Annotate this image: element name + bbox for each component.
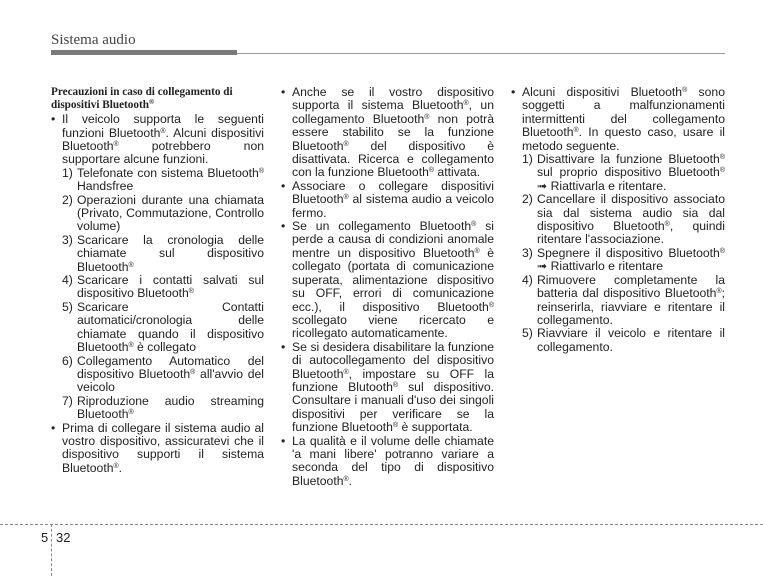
item-number: 2) bbox=[522, 192, 533, 207]
numbered-item bbox=[51, 301, 264, 355]
bullet-paragraph: • Prima di collegare il sistema audio al vostro dispositivo, assicuratevi che il dispositivo supporti il sistema Bluetooth®. bbox=[51, 422, 264, 476]
numbered-item bbox=[511, 327, 725, 354]
item-text: Spegnere il dispositivo Bluetooth® ➟ Riattivarlo e ritentare bbox=[537, 245, 725, 274]
item-text: Rimuovere completamente la batteria dal dispositivo Bluetooth®; reinserirla, riavviare e ritentare il collegamento. bbox=[537, 272, 725, 327]
item-number: 7) bbox=[62, 393, 73, 408]
item-number: 3) bbox=[62, 232, 73, 247]
bullet-paragraph: • La qualità e il volume delle chiamate 'a mani libere' potranno variare a seconda del tipo di dispositivo Bluetooth®. bbox=[281, 435, 494, 489]
header-accent-bar bbox=[51, 50, 237, 55]
column-1 bbox=[51, 86, 264, 475]
chapter-number: 5 bbox=[41, 530, 49, 545]
bullet-paragraph: • Se un collegamento Bluetooth® si perde a causa di condizioni anomale mentre un dispositivo Bluetooth® è collegato (portata di comunicazione superata, alimentazione dispositivo su OFF, errori di comunicazione ecc.), il dispositivo Bluetooth® scollegato viene ricercato e ricollegato automaticamente. bbox=[281, 220, 494, 341]
numbered-item bbox=[51, 167, 264, 194]
numbered-item bbox=[511, 247, 725, 274]
item-number: 2) bbox=[62, 192, 73, 207]
item-text: Telefonate con sistema Bluetooth® Handsfree bbox=[77, 165, 264, 194]
numbered-item bbox=[51, 395, 264, 422]
header-rule bbox=[237, 53, 725, 54]
item-number: 4) bbox=[522, 272, 533, 287]
item-number: 3) bbox=[522, 245, 533, 260]
numbered-item bbox=[51, 355, 264, 395]
page-header-title: Sistema audio bbox=[51, 32, 136, 48]
section-heading: Precauzioni in caso di collegamento di dispositivi Bluetooth® bbox=[51, 86, 233, 111]
item-text: Collegamento Automatico del dispositivo Bluetooth® all'avvio del veicolo bbox=[77, 353, 264, 395]
item-number: 1) bbox=[522, 152, 533, 167]
footer-dashed-divider bbox=[51, 524, 52, 576]
item-text: Riproduzione audio streaming Bluetooth® bbox=[77, 393, 264, 422]
item-text: Disattivare la funzione Bluetooth® sul proprio dispositivo Bluetooth® ➟ Riattivarla e ritentare. bbox=[537, 152, 725, 193]
bullet-paragraph: • Anche se il vostro dispositivo supporta il sistema Bluetooth®, un collegamento Bluetooth® non potrà essere stabilito se la funzione Bluetooth® del dispositivo è disattivata. Ricerca e collegamento con la funzione Bluetooth® attivata. bbox=[281, 86, 494, 180]
bullet-paragraph: • Alcuni dispositivi Bluetooth® sono soggetti a malfunzionamenti intermittenti del collegamento Bluetooth®. In questo caso, usare il metodo seguente. bbox=[511, 86, 725, 153]
item-text: Scaricare Contatti automatici/cronologia delle chiamate quando il dispositivo Bluetooth® è collegato bbox=[77, 299, 264, 355]
footer-dashed-rule bbox=[0, 524, 763, 525]
bullet-paragraph: • Se si desidera disabilitare la funzione di autocollegamento del dispositivo Bluetooth®, impostare su OFF la funzione Blutooth® sul dispositivo. Consultare i manuali d'uso dei singoli dispositivi per verificare se la funzione Bluetooth® è supportata. bbox=[281, 341, 494, 435]
item-number: 1) bbox=[62, 165, 73, 180]
numbered-item bbox=[51, 274, 264, 301]
item-text: Operazioni durante una chiamata (Privato, Commutazione, Controllo volume) bbox=[77, 192, 264, 234]
column-3 bbox=[511, 86, 725, 354]
bullet-paragraph: • Associare o collegare dispositivi Bluetooth® al sistema audio a veicolo fermo. bbox=[281, 180, 494, 220]
item-number: 5) bbox=[522, 326, 533, 341]
numbered-item bbox=[51, 234, 264, 274]
item-number: 5) bbox=[62, 299, 73, 314]
item-text: Cancellare il dispositivo associato sia dal sistema audio sia dal dispositivo Bluetooth®, quindi ritentare l'associazione. bbox=[537, 192, 725, 247]
numbered-item bbox=[51, 194, 264, 234]
numbered-item bbox=[511, 274, 725, 328]
numbered-item bbox=[511, 193, 725, 247]
bullet-paragraph: • Il veicolo supporta le seguenti funzioni Bluetooth®. Alcuni dispositivi Bluetooth® potrebbero non supportare alcune funzioni. bbox=[51, 113, 264, 167]
numbered-item bbox=[511, 153, 725, 193]
item-text: Scaricare i contatti salvati sul dispositivo Bluetooth® bbox=[77, 273, 264, 301]
item-number: 6) bbox=[62, 353, 73, 368]
item-text: Scaricare la cronologia delle chiamate sul dispositivo Bluetooth® bbox=[77, 232, 264, 274]
page-number: 32 bbox=[56, 530, 71, 545]
item-text: Riavviare il veicolo e ritentare il collegamento. bbox=[537, 326, 725, 354]
column-2 bbox=[281, 86, 494, 488]
item-number: 4) bbox=[62, 273, 73, 288]
